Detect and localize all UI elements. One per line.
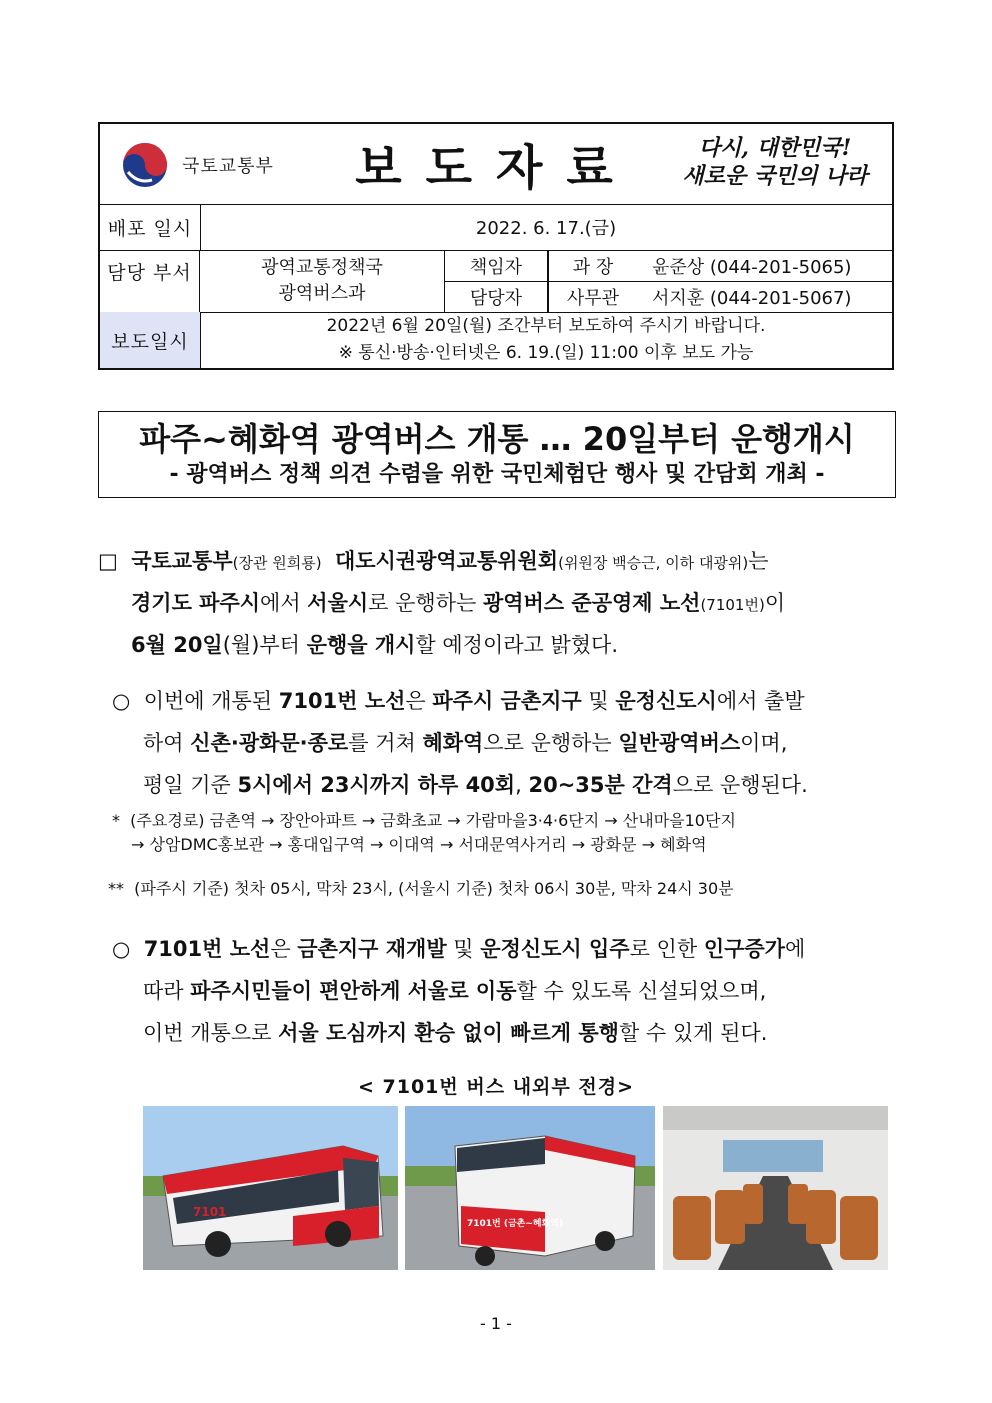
- department-row: [100, 250, 892, 313]
- text-span: 5시에서 23시까지 하루 40회: [237, 773, 516, 797]
- bullet: ○: [112, 937, 131, 961]
- note-schedule-text: (파주시 기준) 첫차 05시, 막차 23시, (서울시 기준) 첫차 06시 30분, 막차 24시 30분: [134, 879, 734, 898]
- text-span: 이번 개통으로: [143, 1021, 272, 1045]
- bus-number-label: 7101: [193, 1205, 227, 1219]
- header-top-row: [100, 124, 892, 205]
- photo-caption: < 7101번 버스 내외부 전경>: [357, 1076, 634, 1098]
- text-span: 서울시: [307, 591, 369, 615]
- note-mark: *: [112, 811, 120, 830]
- text-span: 혜화역: [422, 731, 484, 755]
- paragraph-2-line-1: [112, 680, 805, 722]
- taegeuk-icon: [122, 142, 168, 188]
- bus-front-image: [405, 1106, 655, 1270]
- headline-title: 파주~혜화역 광역버스 개통 … 20일부터 운행개시: [139, 420, 855, 458]
- press-release-header: [98, 122, 894, 370]
- paragraph-1-line-2: [131, 582, 785, 626]
- text-span: 경기도 파주시: [131, 591, 261, 615]
- paragraph-3-line-1: [112, 928, 805, 970]
- text-span: ,: [515, 773, 522, 797]
- embargo-line-1: 2022년 6월 20일(월) 조간부터 보도하여 주시기 바랍니다.: [326, 316, 766, 336]
- divider: [547, 250, 548, 312]
- headline-subtitle: - 광역버스 정책 의견 수렴을 위한 국민체험단 행사 및 간담회 개최 -: [169, 462, 825, 487]
- bullet: ○: [112, 689, 131, 713]
- text-span: 서울 도심까지 환승 없이 빠르게 통행: [278, 1021, 619, 1045]
- text-span: 평일 기준: [143, 773, 231, 797]
- paragraph-1-line-1: [98, 540, 769, 584]
- text-span: 에: [784, 937, 806, 961]
- text-span: 하여: [143, 731, 184, 755]
- note-mark: **: [108, 879, 124, 898]
- text-span: 운정신도시: [615, 689, 717, 713]
- text-span: 광역버스 준공영제 노선: [482, 591, 701, 615]
- text-span: (장관 원희룡): [232, 554, 322, 572]
- text-span: 할 수 있도록 신설되었으며,: [516, 979, 767, 1003]
- responsible-name: 윤준상 (044-201-5065): [638, 250, 892, 282]
- bus-interior-image: [663, 1106, 888, 1270]
- text-span: 으로 운행하는: [483, 731, 612, 755]
- note-route-line-2: → 상암DMC홍보관 → 홍대입구역 → 이대역 → 서대문역사거리 → 광화문 → 혜화역: [131, 835, 707, 854]
- embargo-line-2: ※ 통신·방송·인터넷은 6. 19.(일) 11:00 이후 보도 가능: [338, 343, 754, 363]
- text-span: 이며,: [740, 731, 788, 755]
- note-route-line-1: (주요경로) 금촌역 → 장안아파트 → 금화초교 → 가람마을3·4·6단지 → 산내마을10단지: [130, 811, 736, 830]
- text-span: 를 거쳐: [348, 731, 416, 755]
- release-date-row: [100, 204, 892, 251]
- text-span: 대도시권광역교통위원회: [334, 549, 559, 573]
- bus-side-image: [143, 1106, 398, 1270]
- release-date: 2022. 6. 17.(금): [475, 218, 617, 239]
- text-span: (7101번): [700, 596, 765, 614]
- bullet: □: [98, 549, 118, 573]
- release-date-label: 배포 일시: [100, 204, 201, 250]
- dept-line-2: 광역버스과: [278, 283, 366, 304]
- embargo-row: [100, 312, 892, 368]
- embargo-cell: [200, 312, 892, 368]
- paragraph-2-line-2: [143, 722, 787, 764]
- text-span: 7101번 노선: [278, 689, 406, 713]
- text-span: 따라: [143, 979, 184, 1003]
- text-span: 할 수 있게 된다.: [618, 1021, 768, 1045]
- text-span: 이번에 개통된: [143, 689, 273, 713]
- text-span: 은: [405, 689, 426, 713]
- text-span: 및: [453, 937, 474, 961]
- note-route: [112, 808, 736, 834]
- text-span: 운행을 개시: [306, 633, 416, 657]
- note-schedule: [108, 876, 734, 902]
- embargo-label: 보도일시: [100, 312, 201, 368]
- text-span: (위원장 백승근, 이하 대광위): [558, 554, 749, 572]
- bus-exterior-side-photo: [143, 1106, 398, 1270]
- paragraph-3-line-2: [143, 970, 766, 1012]
- slogan-line-2: 새로운 국민의 나라: [682, 163, 868, 189]
- paragraph-3-line-3: [143, 1012, 767, 1054]
- ministry-name: 국토교통부: [182, 156, 274, 177]
- dept-line-1: 광역교통정책국: [261, 257, 383, 278]
- contact-label: 담당자: [444, 281, 549, 312]
- text-span: 는: [748, 549, 769, 573]
- text-span: 6월 20일: [131, 633, 223, 657]
- text-span: 파주시 금촌지구: [432, 689, 582, 713]
- text-span: 20~35분 간격: [528, 773, 673, 797]
- text-span: 금촌지구 재개발: [297, 937, 447, 961]
- paragraph-1-line-3: [131, 624, 618, 666]
- slogan-line-1: 다시, 대한민국!: [698, 135, 852, 161]
- contact-name: 서지훈 (044-201-5067): [652, 287, 852, 309]
- contact-title: 사무관: [566, 287, 620, 309]
- text-span: 으로 운행된다.: [672, 773, 808, 797]
- headline-box: [98, 411, 896, 498]
- text-span: 파주시민들이 편안하게 서울로 이동: [190, 979, 517, 1003]
- text-span: 로 인한: [629, 937, 698, 961]
- text-span: 은: [270, 937, 291, 961]
- text-span: 할 예정이라고 밝혔다.: [415, 633, 619, 657]
- responsible-title: 과 장: [548, 250, 638, 282]
- text-span: 운정신도시 입주: [480, 937, 630, 961]
- text-span: 일반광역버스: [618, 731, 741, 755]
- text-span: 로 운행하는: [368, 591, 477, 615]
- text-span: 에서 출발: [716, 689, 805, 713]
- bus-route-label: 7101번 (금촌~혜화역): [467, 1219, 564, 1229]
- dept-label: 담당 부서: [100, 250, 200, 312]
- text-span: 국토교통부: [131, 549, 233, 573]
- bus-interior-photo: [663, 1106, 888, 1270]
- text-span: 이: [764, 591, 786, 615]
- text-span: 에서: [260, 591, 301, 615]
- press-title: 보도자료: [355, 139, 637, 196]
- text-span: 및: [588, 689, 609, 713]
- ministry-logo: [122, 142, 274, 188]
- paragraph-2-line-3: [143, 764, 808, 806]
- bus-exterior-front-photo: [405, 1106, 655, 1270]
- text-span: 인구증가: [703, 937, 785, 961]
- text-span: 7101번 노선: [143, 937, 271, 961]
- text-span: (월)부터: [222, 633, 300, 657]
- responsible-label: 책임자: [444, 250, 549, 282]
- dept-cell: [200, 250, 445, 312]
- text-span: 신촌·광화문·종로: [190, 731, 349, 755]
- page-number: - 1 -: [480, 1314, 512, 1333]
- slogan: [680, 134, 870, 190]
